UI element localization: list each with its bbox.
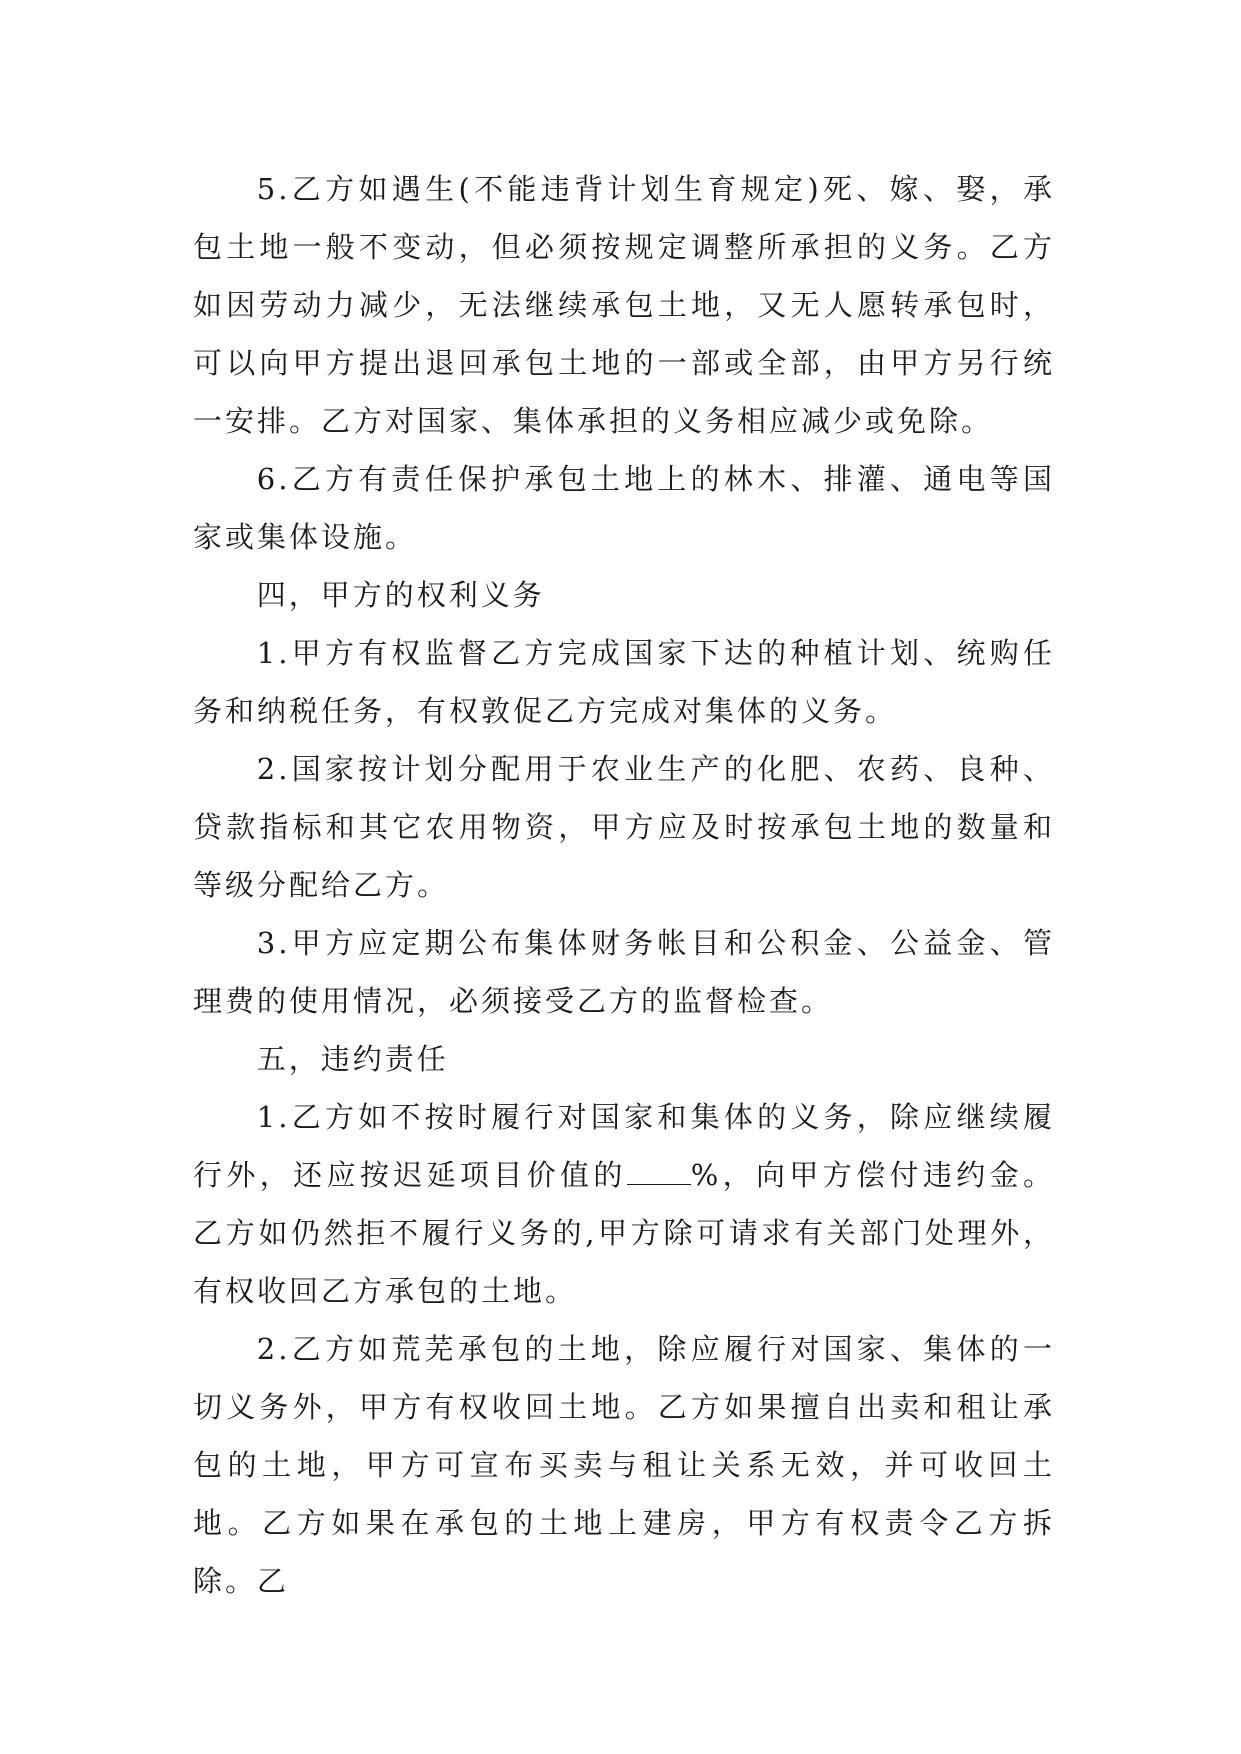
clause-text-before-blank: 1.乙方如不按时履行对国家和集体的义务，除应继续履行外，还应按迟延项目价值的 [193, 1100, 1055, 1192]
section-4-clause-2: 2.国家按计划分配用于农业生产的化肥、农药、良种、贷款指标和其它农用物资，甲方应及时按承包土地的数量和等级分配给乙方。 [193, 752, 1055, 902]
clause-6-paragraph: 6.乙方有责任保护承包土地上的林木、排灌、通电等国家或集体设施。 [193, 462, 1055, 554]
clause-text-after-blank: %，向甲方偿付违约金。乙方如仍然拒不履行义务的,甲方除可请求有关部门处理外，有权收回乙方承包的土地。 [193, 1158, 1055, 1308]
section-4-clause-1: 1.甲方有权监督乙方完成国家下达的种植计划、统购任务和纳税任务，有权敦促乙方完成对集体的义务。 [193, 636, 1055, 728]
section-5-clause-1 [193, 1088, 1055, 1320]
clause-5-paragraph: 5.乙方如遇生(不能违背计划生育规定)死、嫁、娶，承包土地一般不变动，但必须按规定调整所承担的义务。乙方如因劳动力减少，无法继续承包土地，又无人愿转承包时，可以向甲方提出退回承包土地的一部或全部，由甲方另行统一安排。乙方对国家、集体承担的义务相应减少或免除。 [193, 172, 1055, 438]
section-4-heading: 四，甲方的权利义务 [256, 578, 545, 612]
section-5-clause-2: 2.乙方如荒芜承包的土地，除应履行对国家、集体的一切义务外，甲方有权收回土地。乙方如果擅自出卖和租让承包的土地，甲方可宣布买卖与租让关系无效，并可收回土地。乙方如果在承包的土地上建房，甲方有权责令乙方拆除。乙 [193, 1332, 1055, 1598]
section-5-heading: 五，违约责任 [256, 1042, 449, 1076]
section-4-clause-3: 3.甲方应定期公布集体财务帐目和公积金、公益金、管理费的使用情况，必须接受乙方的监督检查。 [193, 926, 1055, 1018]
percentage-blank-line [627, 1162, 691, 1185]
document-body [193, 160, 1055, 1610]
